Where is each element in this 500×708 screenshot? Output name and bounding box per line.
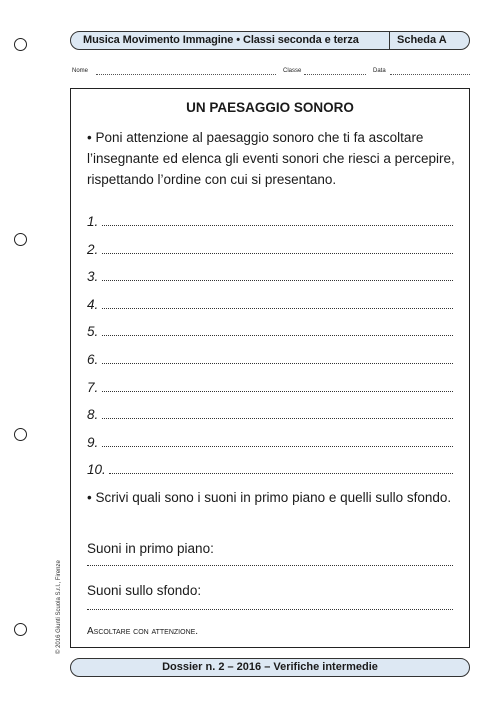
worksheet-title: UN PAESAGGIO SONORO — [186, 100, 354, 115]
answer-line-dots[interactable] — [102, 335, 453, 336]
nome-field[interactable] — [96, 74, 276, 75]
answer-line[interactable] — [87, 242, 453, 258]
footer-text: Dossier n. 2 – 2016 – Verifiche intermedie — [162, 661, 378, 673]
answer-line-dots[interactable] — [102, 225, 453, 226]
answer-line[interactable] — [87, 380, 453, 396]
header-title: Musica Movimento Immagine • Classi seconda e terza — [83, 34, 359, 46]
answer-line[interactable] — [87, 435, 453, 451]
answer-line-dots[interactable] — [102, 253, 453, 254]
answer-line-dots[interactable] — [102, 308, 453, 309]
answer-line[interactable] — [87, 269, 453, 285]
scheda-label: Scheda A — [397, 34, 447, 46]
answer-line-number: 8. — [87, 407, 99, 423]
copyright-notice: © 2016 Giunti Scuola S.r.l., Firenze — [56, 560, 62, 654]
instruction-2: • Scrivi quali sono i suoni in primo piano e quelli sullo sfondo. — [87, 490, 452, 505]
binder-hole-top — [14, 38, 27, 51]
binder-hole-lower-middle — [14, 428, 27, 441]
answer-line[interactable] — [87, 324, 453, 340]
primo-piano-label: Suoni in primo piano: — [87, 541, 214, 556]
classe-label: Classe — [283, 68, 302, 74]
answer-line-number: 6. — [87, 352, 99, 367]
answer-line-number: 10. — [87, 462, 106, 478]
answer-line[interactable] — [87, 407, 453, 423]
answer-line-dots[interactable] — [102, 446, 453, 447]
footer-note: Ascoltare con attenzione. — [87, 626, 199, 637]
header-bar — [70, 31, 470, 50]
nome-label: Nome — [72, 68, 89, 74]
answer-line[interactable] — [87, 297, 453, 313]
footer-bar — [70, 658, 470, 677]
sfondo-label: Suoni sullo sfondo: — [87, 583, 202, 598]
answer-line-dots[interactable] — [102, 418, 453, 419]
binder-hole-upper-middle — [14, 233, 27, 246]
answer-line[interactable] — [87, 462, 453, 478]
data-field[interactable] — [390, 74, 470, 75]
answer-line-dots[interactable] — [109, 473, 453, 474]
answer-line[interactable] — [87, 352, 453, 368]
answer-line-number: 9. — [87, 434, 99, 450]
answer-line-number: 5. — [87, 324, 99, 340]
header-divider — [389, 32, 390, 49]
worksheet-box — [70, 88, 470, 648]
answer-line-dots[interactable] — [102, 391, 453, 392]
primo-piano-answer-line[interactable] — [87, 565, 453, 566]
answer-line-number: 1. — [87, 214, 99, 229]
answer-line[interactable] — [87, 214, 453, 230]
sfondo-answer-line[interactable] — [87, 609, 453, 610]
answer-line-dots[interactable] — [102, 363, 453, 364]
instruction-1: • Poni attenzione al paesaggio sonoro che ti fa ascoltare l’insegnante ed elenca gli eventi sonori che riesci a percepire, rispettando l’ordine con cui si presentano. — [87, 130, 455, 187]
answer-line-number: 3. — [87, 269, 99, 285]
student-info-row — [72, 68, 470, 78]
classe-field[interactable] — [304, 74, 366, 75]
answer-line-number: 2. — [87, 241, 99, 257]
answer-line-dots[interactable] — [102, 280, 453, 281]
answer-line-number: 7. — [87, 379, 99, 395]
answer-line-number: 4. — [87, 296, 99, 312]
data-label: Data — [373, 68, 386, 74]
binder-hole-bottom — [14, 623, 27, 636]
